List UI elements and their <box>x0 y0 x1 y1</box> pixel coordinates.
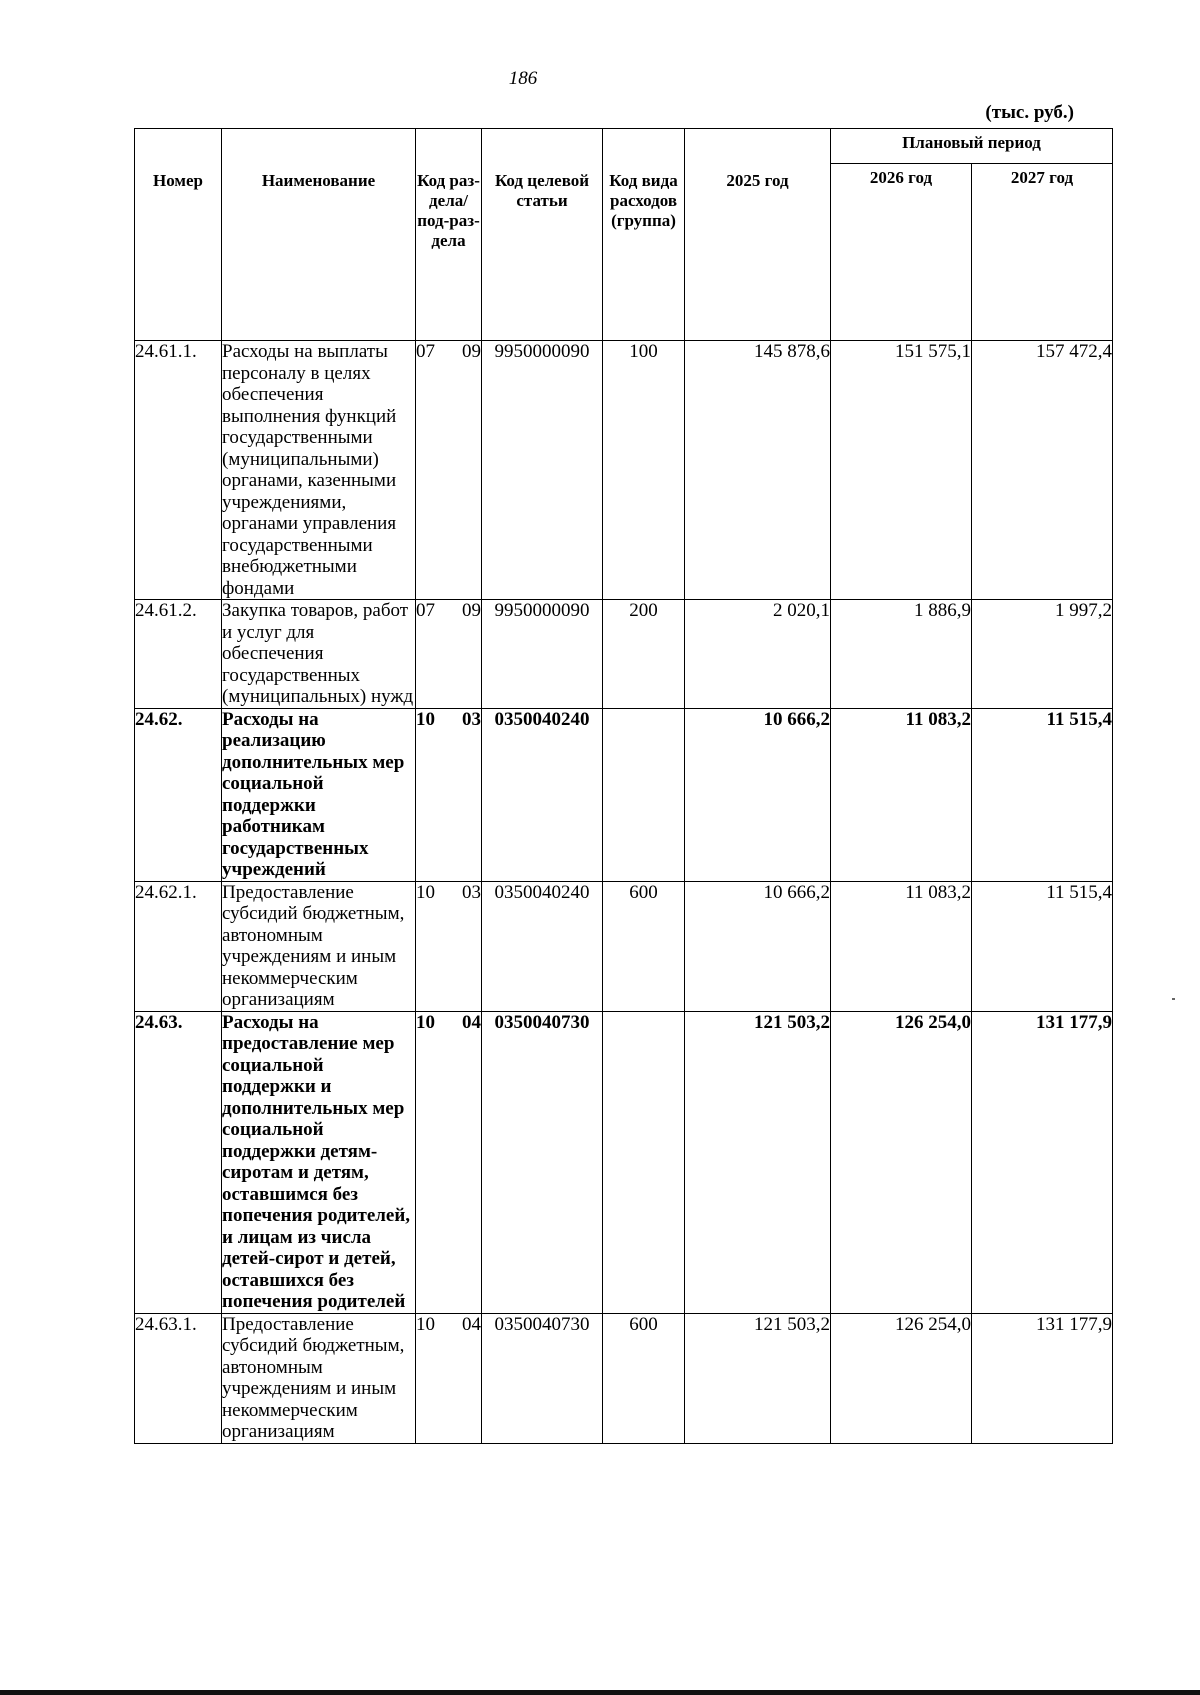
header-section-code: Код раз-дела/ под-раз-дела <box>416 129 482 341</box>
row-subsection: 04 <box>462 1313 481 1335</box>
budget-table <box>134 128 1113 1444</box>
row-section-code <box>416 1313 482 1443</box>
row-amount-2027: 11 515,4 <box>972 881 1113 1011</box>
row-section-code <box>416 341 482 600</box>
row-section: 07 <box>416 600 435 621</box>
row-subsection: 09 <box>462 600 481 621</box>
table-row <box>135 881 1113 1011</box>
row-amount-2026: 126 254,0 <box>831 1313 972 1443</box>
row-expense-type: 200 <box>603 600 685 709</box>
header-year-2025: 2025 год <box>685 129 831 341</box>
row-number: 24.63. <box>135 1011 222 1313</box>
row-amount-2025: 121 503,2 <box>685 1313 831 1443</box>
row-section-code <box>416 1011 482 1313</box>
header-expense-type: Код вида расходов (группа) <box>603 129 685 341</box>
row-subsection: 03 <box>462 708 481 730</box>
row-name: Предоставление субсидий бюджетным, автономным учреждениям и иным некоммерческим организациям <box>222 1313 416 1443</box>
row-section: 10 <box>416 1011 435 1033</box>
header-year-2027: 2027 год <box>972 164 1113 341</box>
row-amount-2025: 10 666,2 <box>685 881 831 1011</box>
row-amount-2026: 126 254,0 <box>831 1011 972 1313</box>
page-bottom-edge <box>0 1690 1200 1695</box>
row-amount-2027: 131 177,9 <box>972 1313 1113 1443</box>
row-amount-2026: 11 083,2 <box>831 881 972 1011</box>
row-amount-2025: 145 878,6 <box>685 341 831 600</box>
table-body <box>135 341 1113 1444</box>
row-target-code: 0350040240 <box>482 881 603 1011</box>
table-row <box>135 1313 1113 1443</box>
row-number: 24.61.2. <box>135 600 222 709</box>
row-target-code: 9950000090 <box>482 341 603 600</box>
row-amount-2027: 157 472,4 <box>972 341 1113 600</box>
row-name: Расходы на предоставление мер социальной поддержки и дополнительных мер социальной поддержки детям-сиротам и детям, оставшимся без попечения родителей, и лицам из числа детей-сирот и детей, оставшихся без попечения родителей <box>222 1011 416 1313</box>
row-subsection: 03 <box>462 881 481 903</box>
header-name: Наименование <box>222 129 416 341</box>
row-name: Расходы на выплаты персоналу в целях обеспечения выполнения функций государственными (муниципальными) органами, казенными учреждениями, органами управления государственными внебюджетными фондами <box>222 341 416 600</box>
row-amount-2026: 11 083,2 <box>831 708 972 881</box>
row-number: 24.62.1. <box>135 881 222 1011</box>
row-name: Предоставление субсидий бюджетным, автономным учреждениям и иным некоммерческим организациям <box>222 881 416 1011</box>
row-section: 10 <box>416 1313 435 1335</box>
row-section: 07 <box>416 341 435 362</box>
scan-mark <box>1172 998 1175 1000</box>
header-number: Номер <box>135 129 222 341</box>
row-section-code <box>416 600 482 709</box>
row-section-code <box>416 881 482 1011</box>
row-section-code <box>416 708 482 881</box>
header-target-code: Код целевой статьи <box>482 129 603 341</box>
unit-note: (тыс. руб.) <box>985 102 1074 123</box>
table-row <box>135 600 1113 709</box>
row-number: 24.63.1. <box>135 1313 222 1443</box>
row-amount-2027: 131 177,9 <box>972 1011 1113 1313</box>
row-name: Закупка товаров, работ и услуг для обеспечения государственных (муниципальных) нужд <box>222 600 416 709</box>
row-section: 10 <box>416 708 435 730</box>
row-number: 24.61.1. <box>135 341 222 600</box>
table-row <box>135 341 1113 600</box>
row-expense-type: 100 <box>603 341 685 600</box>
row-amount-2026: 1 886,9 <box>831 600 972 709</box>
page-number: 186 <box>508 68 538 89</box>
row-subsection: 09 <box>462 341 481 362</box>
header-year-2026: 2026 год <box>831 164 972 341</box>
row-expense-type <box>603 708 685 881</box>
row-target-code: 9950000090 <box>482 600 603 709</box>
row-amount-2027: 1 997,2 <box>972 600 1113 709</box>
row-amount-2026: 151 575,1 <box>831 341 972 600</box>
row-amount-2025: 2 020,1 <box>685 600 831 709</box>
row-amount-2027: 11 515,4 <box>972 708 1113 881</box>
row-expense-type <box>603 1011 685 1313</box>
row-number: 24.62. <box>135 708 222 881</box>
row-expense-type: 600 <box>603 881 685 1011</box>
row-amount-2025: 121 503,2 <box>685 1011 831 1313</box>
row-section: 10 <box>416 881 435 903</box>
row-target-code: 0350040240 <box>482 708 603 881</box>
row-subsection: 04 <box>462 1011 481 1033</box>
row-target-code: 0350040730 <box>482 1011 603 1313</box>
row-target-code: 0350040730 <box>482 1313 603 1443</box>
row-name: Расходы на реализацию дополнительных мер социальной поддержки работникам государственных учреждений <box>222 708 416 881</box>
row-amount-2025: 10 666,2 <box>685 708 831 881</box>
table-row <box>135 708 1113 881</box>
header-planned-period: Плановый период <box>831 129 1113 164</box>
row-expense-type: 600 <box>603 1313 685 1443</box>
table-row <box>135 1011 1113 1313</box>
